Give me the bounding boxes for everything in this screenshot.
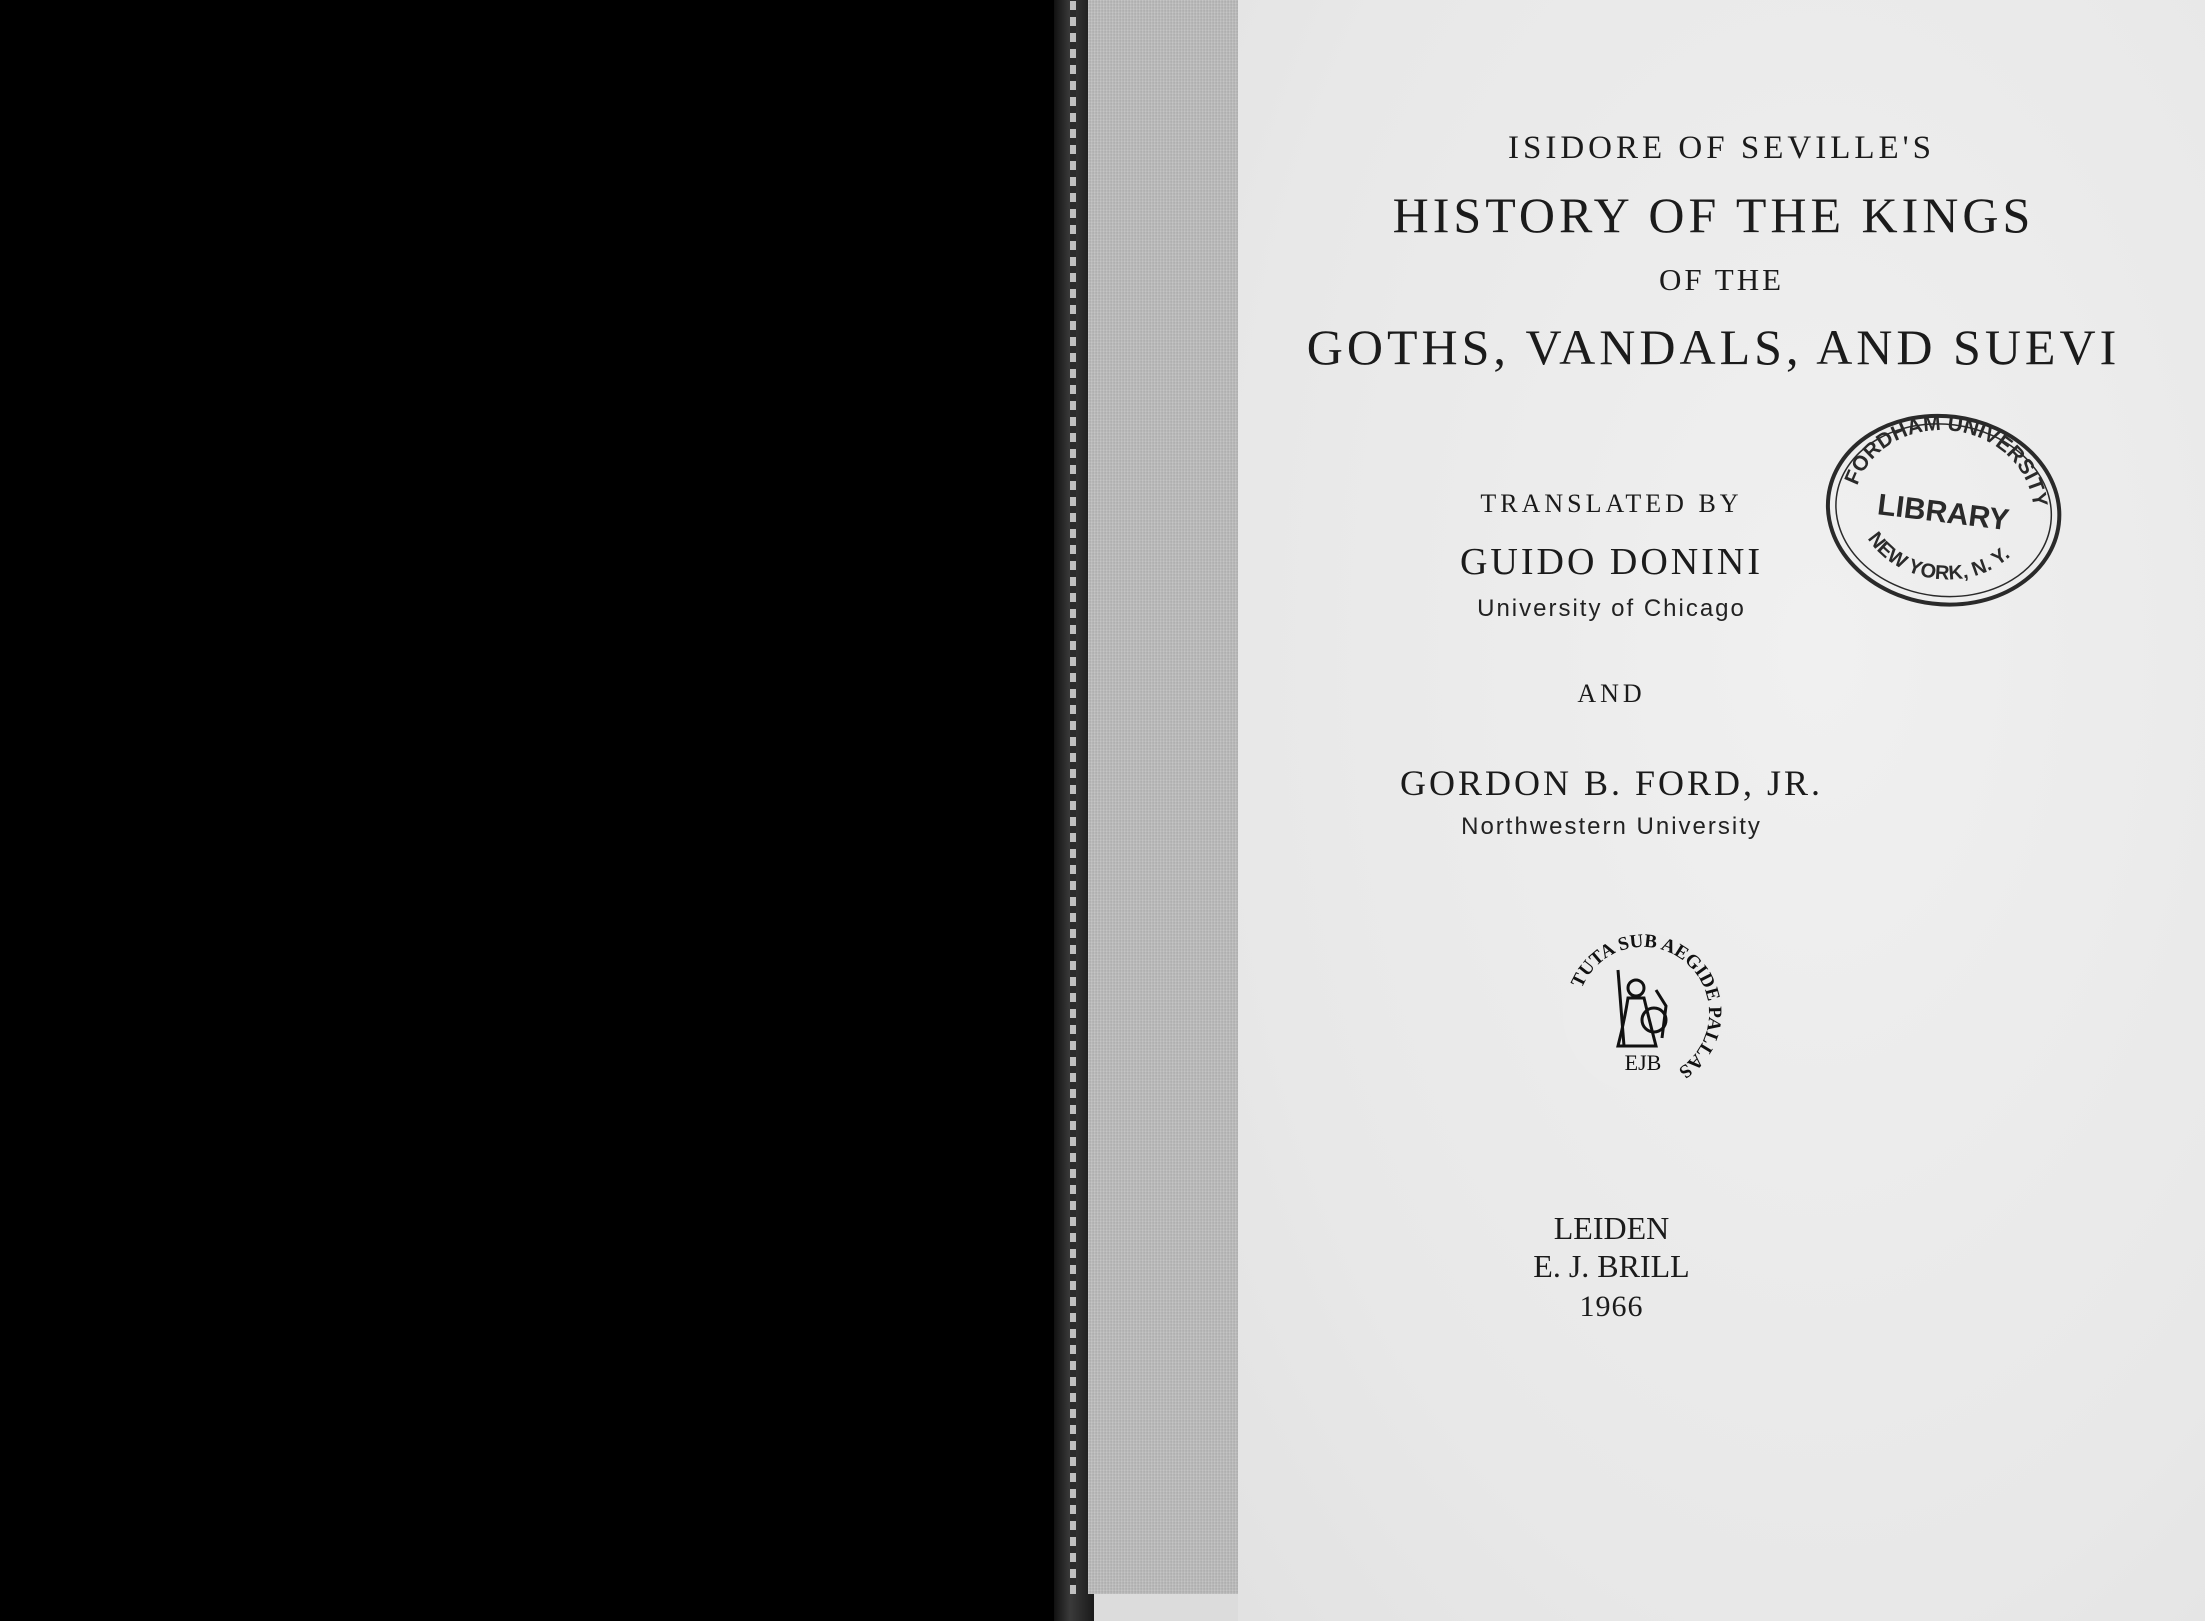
author-line: ISIDORE OF SEVILLE'S [1508,130,1935,166]
device-monogram: EJB [1624,1050,1662,1075]
spine-stitching [1070,0,1076,1594]
translator-affiliation: University of Chicago [1477,595,1746,622]
stamp-top-text: FORDHAM UNIVERSITY [1840,411,2052,509]
imprint-publisher: E. J. BRILL [1533,1248,1690,1284]
translator-name: GORDON B. FORD, JR. [1399,763,1824,803]
book-title-sub: GOTHS, VANDALS, AND SUEVI [1306,319,2121,375]
svg-text:FORDHAM UNIVERSITY [1840,400,2061,511]
translated-by-label: TRANSLATED BY [1480,489,1743,518]
translator-name: GUIDO DONINI [1459,541,1763,583]
device-ring-text: TUTA SUB AEGIDE PALLAS [1567,930,1726,1083]
title-page [1238,0,2205,1621]
library-stamp [1801,377,2083,636]
imprint-year: 1966 [1579,1290,1644,1323]
svg-text:NEW YORK, N. Y. [1859,526,2016,593]
book-title-main: HISTORY OF THE KINGS [1392,187,2035,243]
title-connector: OF THE [1658,262,1785,297]
translator-affiliation: Northwestern University [1461,813,1762,840]
conjunction-and: AND [1577,679,1646,708]
publisher-device-emblem [1558,928,1728,1098]
imprint-place: LEIDEN [1553,1210,1670,1246]
stamp-center-text: LIBRARY [1875,488,2011,538]
stamp-bottom-text: NEW YORK, N. Y. [1863,528,2015,585]
page-bottom-edge [1094,1594,1244,1621]
